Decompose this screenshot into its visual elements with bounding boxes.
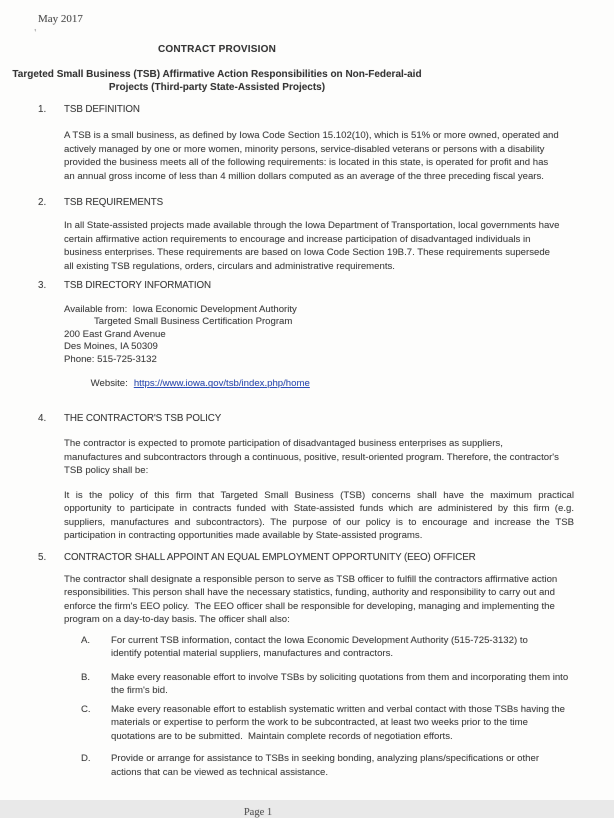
address-website-line [64,366,574,403]
section-number: 1. [38,104,47,115]
section-number: 4. [38,413,47,425]
subtitle-line-1: Targeted Small Business (TSB) Affirmative Action Responsibilities on Non-Federal-aid [12,69,422,80]
address-block [64,304,574,403]
section-2-tsb-requirements [38,197,574,273]
list-item-d [64,752,574,779]
paragraph [64,437,574,478]
text-line: enforce the firm's EEO policy. The EEO officer shall be responsible for developing, managing and implementing the [64,600,555,612]
text-line: TSB policy shall be: [64,465,149,477]
text-line: responsibilities. This person shall have the necessary statistics, funding, authority and responsibility to carry out and [64,587,555,599]
policy-statement-paragraph [64,489,574,543]
subtitle-line-2: Projects (Third-party State-Assisted Projects) [108,82,326,93]
text-line: A TSB is a small business, as defined by Iowa Code Section 15.102(10), which is 51% or more owned, operated and [64,130,559,141]
paragraph [64,573,574,627]
section-4-contractors-tsb-policy [38,413,574,543]
address-program-name: Targeted Small Business Certification Program [94,316,293,328]
section-heading: THE CONTRACTOR'S TSB POLICY [64,413,222,425]
website-label: Website: [90,378,128,390]
text-line: In all State-assisted projects made available through the Iowa Department of Transportation, local governments have [64,220,560,231]
section-number: 2. [38,197,47,208]
section-5-eeo-officer [38,552,574,780]
page-number: Page 1 [243,807,273,818]
text-line: Make every reasonable effort to establish systematic written and verbal contact with those TSBs having the [111,703,565,715]
text-line: program on a day-to-day basis. The officer shall also: [64,614,290,626]
address-phone: Phone: 515-725-3132 [64,353,157,365]
item-text [111,634,574,661]
document-date: May 2017 [38,13,83,25]
text-line: materials or expertise to perform the work to be subcontracted, at least two weeks prior to the time [111,717,528,729]
item-text [111,671,574,698]
section-number: 3. [38,280,47,291]
text-line: actions that can be viewed as technical assistance. [111,766,329,778]
text-line: provided the business meets all of the following requirements: is located in this state, is operated for profit and has [64,157,549,168]
section-1-tsb-definition [38,104,574,183]
item-text [111,703,574,744]
paragraph [64,219,574,273]
paragraph [64,129,574,183]
text-line: participation in contracting opportunities made available by State-assisted programs. [64,530,423,542]
website-link[interactable]: https://www.iowa.gov/tsb/index.php/home [133,378,310,390]
section-heading: TSB DIRECTORY INFORMATION [64,280,212,291]
section-3-tsb-directory-information [38,280,574,403]
text-line: For current TSB information, contact the Iowa Economic Development Authority (515-725-3132) to [111,634,528,646]
list-item-b [64,671,574,698]
text-line: actively managed by one or more women, minority persons, service-disabled veterans or persons with a disability [64,143,545,155]
text-line: the firm's bid. [111,685,168,697]
section-heading: CONTRACTOR SHALL APPOINT AN EQUAL EMPLOYMENT OPPORTUNITY (EEO) OFFICER [64,551,476,563]
text-line: quotations are to be submitted. Maintain complete records of negotiation efforts. [111,730,453,742]
address-street: 200 East Grand Avenue [64,328,166,340]
text-line: manufactures and subcontractors through a continuous, positive, result-oriented program. Therefore, the contractor's [64,451,559,463]
address-available-from: Available from: Iowa Economic Development Authority [64,304,297,315]
text-line: business enterprises. These requirements are based on Iowa Code Section 19B.7. These requirements supersede [64,247,551,258]
item-letter: D. [81,753,91,765]
text-line: identify potential material suppliers, manufactures and contractors. [111,648,394,660]
text-line: suppliers, manufactures and subcontractors). The purpose of our policy is to encourage and increase the TSB [64,516,574,528]
text-line: certain affirmative action requirements to encourage and increase participation of disadvantaged individuals in [64,233,531,245]
list-item-a [64,634,574,661]
text-line: Make every reasonable effort to involve TSBs by soliciting quotations from them and incorporating them into [111,671,569,683]
item-letter: C. [81,703,91,715]
text-line: The contractor shall designate a responsible person to serve as TSB officer to fulfill the contractors affirmative action [64,573,558,585]
text-line: opportunity to participate in contracts funded with State-assisted funds which are administered by this firm (e.g. [64,503,574,515]
item-letter: A. [81,634,91,646]
document-subtitle [0,68,434,94]
section-heading: TSB REQUIREMENTS [64,197,164,208]
text-line: It is the policy of this firm that Targeted Small Business (TSB) concerns shall have the maximum practical [64,489,574,501]
item-text [111,752,574,779]
text-line: an annual gross income of less than 4 million dollars computed as an average of the three preceding fiscal years. [64,170,544,182]
document-title: CONTRACT PROVISION [157,44,277,55]
item-letter: B. [81,671,91,683]
address-city-state-zip: Des Moines, IA 50309 [64,341,158,353]
section-number: 5. [38,551,47,563]
text-line: all existing TSB regulations, orders, circulars and administrative requirements. [64,260,395,272]
text-line: Provide or arrange for assistance to TSBs in seeking bonding, analyzing plans/specifications or other [111,753,540,765]
scan-artifact-mark: ‛ [33,27,39,40]
list-item-c [64,703,574,744]
text-line: The contractor is expected to promote participation of disadvantaged business enterprises as suppliers, [64,438,503,450]
section-heading: TSB DEFINITION [64,104,140,115]
